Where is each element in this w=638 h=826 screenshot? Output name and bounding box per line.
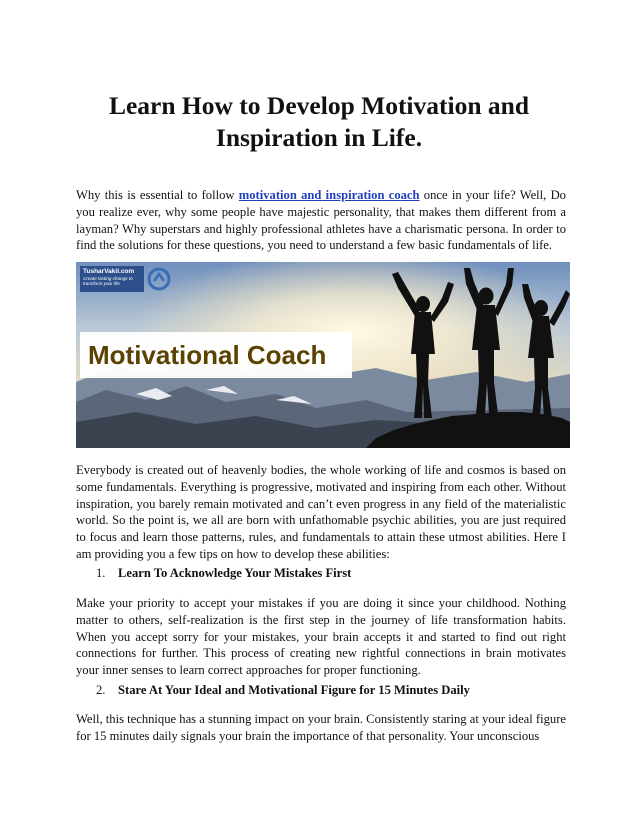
motivational-coach-banner bbox=[76, 262, 570, 448]
intro-paragraph bbox=[76, 187, 566, 254]
logo-name: TusharVakil.com bbox=[83, 268, 135, 275]
tip-title-2: Stare At Your Ideal and Motivational Figure for 15 Minutes Daily bbox=[118, 683, 470, 697]
tip-title-1: Learn To Acknowledge Your Mistakes First bbox=[118, 566, 352, 580]
intro-text-start: Why this is essential to follow bbox=[76, 188, 239, 202]
tip-heading-2 bbox=[96, 682, 470, 698]
body-paragraph: Everybody is created out of heavenly bodies, the whole working of life and cosmos is based on some fundamentals. Everything is progressive, motivated and inspiring from each other. Without inspiration, you barely remain motivated and can’t even progress in any field of the materialistic world. So the point is, we all are born with unfathomable psychic abilities, you are just required to focus and learn those patterns, rules, and fundamentals to attain these utmost abilities. Here I am providing you a few tips on how to develop these abilities: bbox=[76, 463, 566, 561]
tip-number-1: 1. bbox=[96, 566, 106, 580]
banner-label: Motivational Coach bbox=[80, 332, 352, 378]
tip-heading-1 bbox=[96, 565, 351, 581]
tip-number-2: 2. bbox=[96, 683, 106, 697]
tip-paragraph-1: Make your priority to accept your mistakes if you are doing it since your childhood. Nothing matter to others, self-realization is the first step in the journey of life transformation habits. When you accept sorry for your mistakes, your brain accepts it and started to find out right connections for further. This process of creating new rightful connections in brain motivates your inner senses to learn correct approaches for proper functioning. bbox=[76, 596, 566, 678]
intro-text-end: once in your life? Well, Do you realize ever, why some people have majestic personality, that makes them different from a layman? Why superstars and highly professional athletes have a charismatic persona. In order to find the solutions for these questions, you need to understand a few basic fundamentals of life. bbox=[76, 188, 566, 253]
tip-paragraph-2: Well, this technique has a stunning impact on your brain. Consistently staring at your ideal figure for 15 minutes daily signals your brain the importance of that personality. Your unconscious bbox=[76, 712, 566, 743]
site-logo bbox=[80, 266, 144, 292]
logo-tagline: Create lasting change to transform your life bbox=[83, 276, 133, 286]
document-title: Learn How to Develop Motivation and Inspiration in Life. bbox=[108, 91, 530, 152]
coach-link[interactable]: motivation and inspiration coach bbox=[238, 188, 420, 202]
